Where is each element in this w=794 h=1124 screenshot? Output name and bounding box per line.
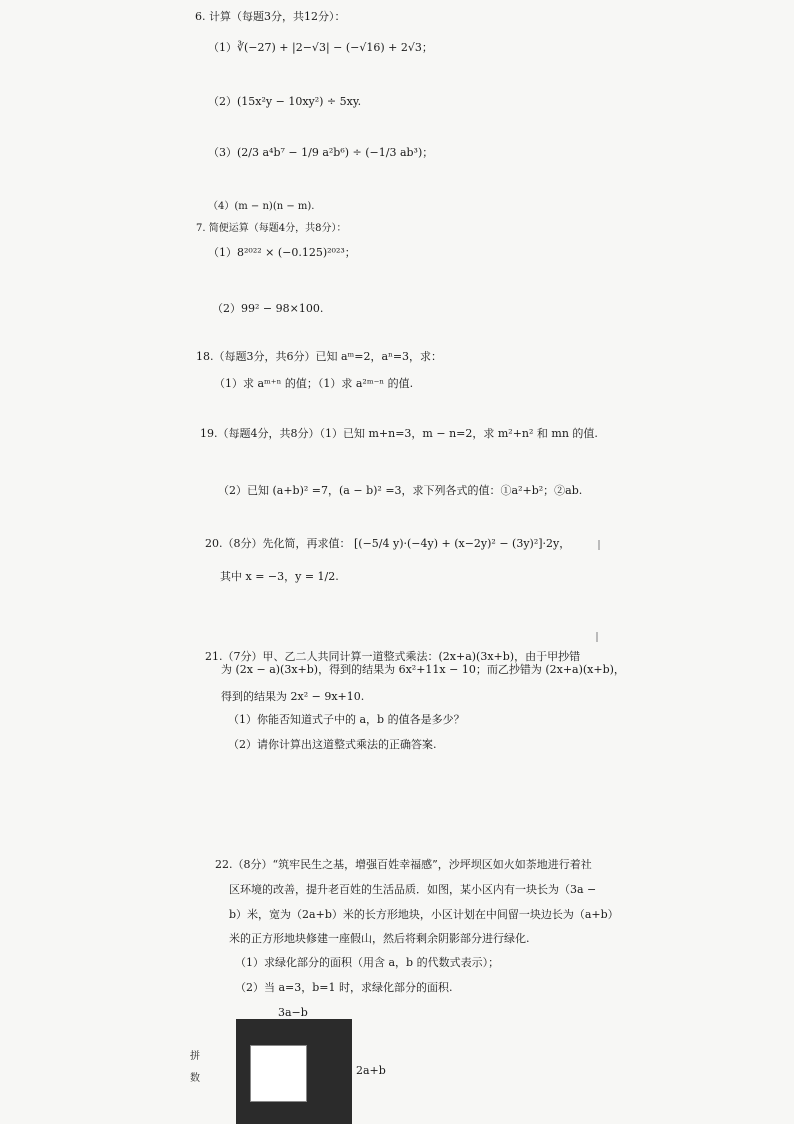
figure-right-label: 2a+b — [356, 1064, 386, 1077]
figure-top-label: 3a−b — [278, 1006, 308, 1019]
q6-part2: （2）(15x²y − 10xy²) ÷ 5xy. — [208, 95, 362, 108]
margin-text-1: 拼 — [190, 1051, 200, 1062]
q22-line2: 区环境的改善，提升老百姓的生活品质．如图，某小区内有一块长为（3a − — [229, 883, 597, 896]
q22-part1: （1）求绿化部分的面积（用含 a，b 的代数式表示）； — [235, 956, 500, 969]
q21-part1: （1）你能否知道式子中的 a，b 的值各是多少？ — [228, 713, 465, 726]
q20-heading: 20.（8分）先化简，再求值： [(−5/4 y)·(−4y) + (x−2y)² − (3y)²]·2y， — [205, 537, 571, 550]
q6-part3: （3）(2/3 a⁴b⁷ − 1/9 a²b⁶) ÷ (−1/3 ab³)； — [208, 146, 434, 159]
rectangle-figure — [236, 1019, 352, 1124]
margin-text-2: 数 — [190, 1073, 200, 1084]
q7-part2: （2）99² − 98×100. — [212, 302, 324, 315]
q22-part2: （2）当 a=3，b=1 时，求绿化部分的面积. — [235, 981, 453, 994]
q6-heading: 6. 计算（每题3分，共12分）： — [195, 10, 346, 23]
q22-line3: b）米，宽为（2a+b）米的长方形地块，小区计划在中间留一块边长为（a+b） — [229, 908, 619, 921]
q22-heading: 22.（8分）“筑牢民生之基，增强百姓幸福感”，沙坪坝区如火如荼地进行着社 — [215, 858, 592, 871]
q18-subparts: （1）求 aᵐ⁺ⁿ 的值；（1）求 a²ᵐ⁻ⁿ 的值. — [214, 377, 414, 390]
scan-speck — [598, 540, 600, 550]
q6-part1: （1）∛(−27) + |2−√3| − (−√16) + 2√3； — [208, 41, 433, 54]
square-hole — [250, 1045, 307, 1102]
q18-heading: 18.（每题3分，共6分）已知 aᵐ=2，aⁿ=3，求： — [196, 350, 443, 363]
q19-part2: （2）已知 (a+b)² =7，(a − b)² =3，求下列各式的值：①a²+b²；②ab. — [218, 484, 583, 497]
q22-line4: 米的正方形地块修建一座假山，然后将剩余阴影部分进行绿化. — [229, 932, 530, 945]
q7-heading: 7. 简便运算（每题4分，共8分）： — [196, 223, 347, 234]
q21-heading: 21.（7分）甲、乙二人共同计算一道整式乘法：(2x+a)(3x+b)，由于甲抄错 — [205, 650, 581, 663]
q21-line3: 得到的结果为 2x² − 9x+10. — [221, 690, 365, 703]
q7-part1: （1）8²⁰²² × (−0.125)²⁰²³； — [208, 246, 356, 259]
q19-heading: 19.（每题4分，共8分）（1）已知 m+n=3，m − n=2，求 m²+n² 和 mn 的值. — [200, 427, 598, 440]
q6-part4: （4）(m − n)(n − m). — [208, 201, 315, 212]
q20-condition: 其中 x = −3，y = 1/2. — [220, 570, 339, 583]
q21-part2: （2）请你计算出这道整式乘法的正确答案. — [228, 738, 437, 751]
scan-speck — [596, 632, 598, 642]
q21-line2: 为 (2x − a)(3x+b)，得到的结果为 6x²+11x − 10；而乙抄错为 (2x+a)(x+b)， — [221, 663, 625, 676]
